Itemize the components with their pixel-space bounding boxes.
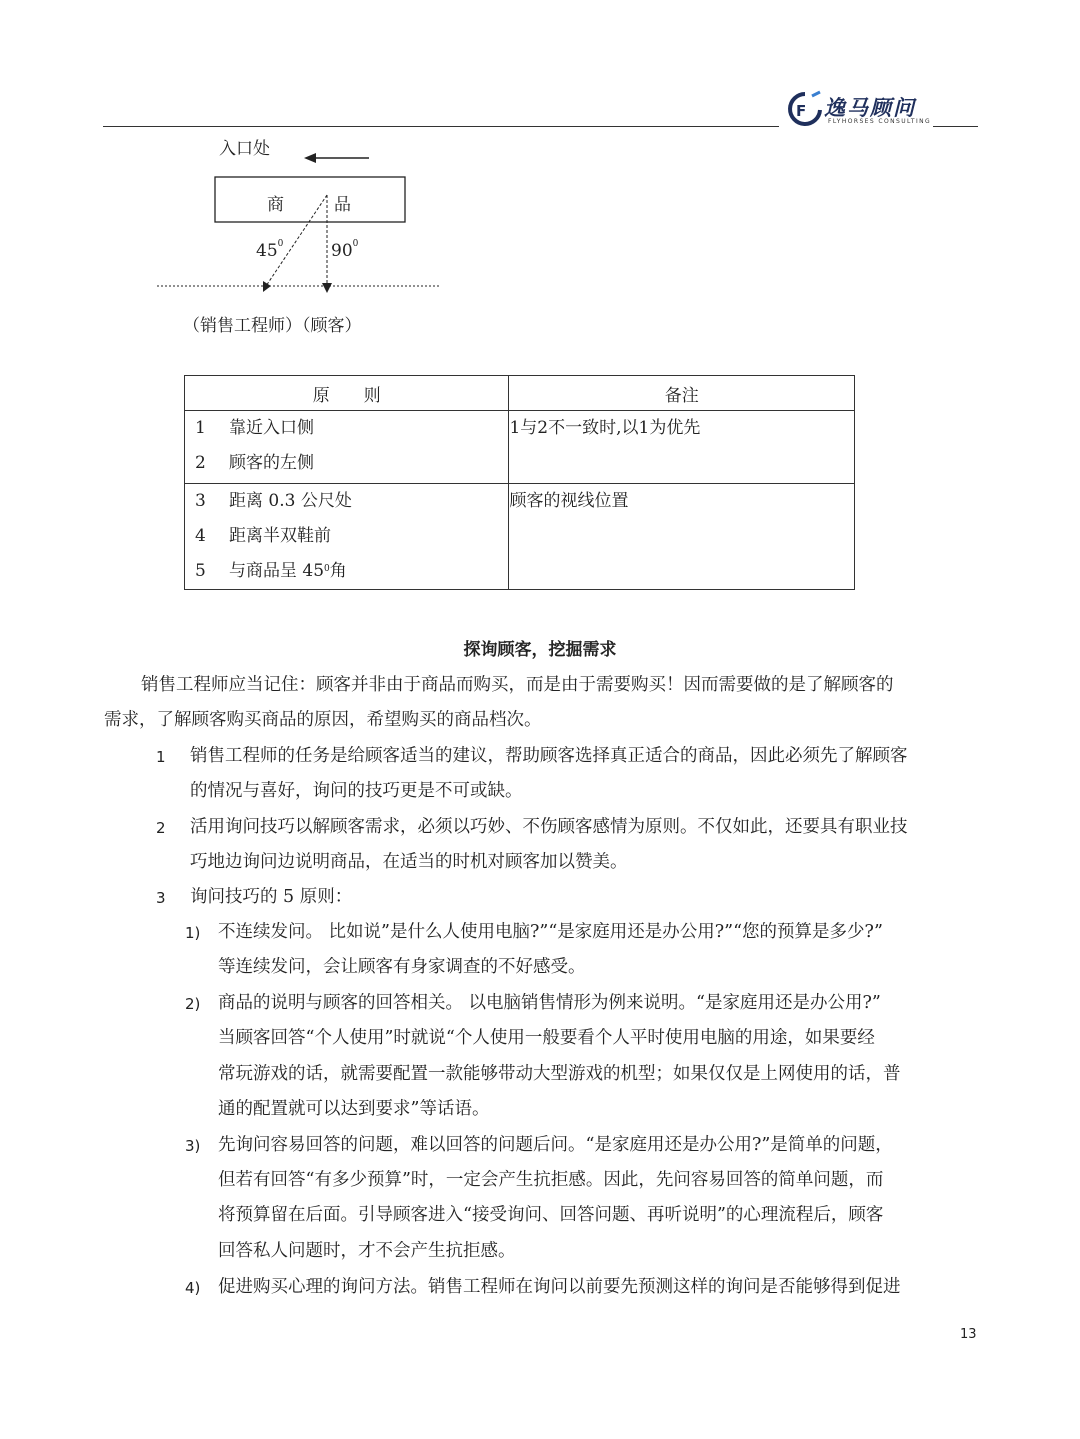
svg-text:F: F: [796, 102, 807, 120]
sub-3-line-3: 将预算留在后面。引导顾客进入“接受询问、回答问题、再听说明”的心理流程后，顾客: [218, 1205, 884, 1225]
intro-line-1: 销售工程师应当记住：顾客并非由于商品而购买，而是由于需要购买！因而需要做的是了解顾客的: [141, 675, 894, 695]
point-1-line-1: 销售工程师的任务是给顾客适当的建议，帮助顾客选择真正适合的商品，因此必须先了解顾客: [190, 746, 908, 766]
positioning-diagram: [0, 0, 1080, 350]
principle-cell: [185, 411, 509, 484]
sub-item-number: 1): [185, 924, 201, 942]
header-principle: 原 则: [185, 376, 509, 411]
diagram-caption: （销售工程师）（顾客）: [183, 316, 362, 336]
item-number: 2: [156, 819, 166, 837]
sub-4-line-1: 促进购买心理的询问方法。销售工程师在询问以前要先预测这样的询问是否能够得到促进: [218, 1277, 901, 1297]
principle-cell: [185, 484, 509, 590]
item-number: 3: [156, 889, 166, 907]
logo-chinese-name: 逸马顾问: [824, 96, 916, 120]
point-3-line-1: 询问技巧的 5 原则：: [190, 887, 353, 907]
table-row: [185, 484, 855, 590]
section-title: 探询顾客，挖掘需求: [463, 640, 617, 660]
sub-1-line-2: 等连续发问，会让顾客有身家调查的不好感受。: [218, 957, 586, 977]
rule-item: 1 靠近入口侧: [195, 418, 314, 438]
table-row: [185, 411, 855, 484]
angle-90-label: $90^0$: [331, 239, 359, 261]
header-remark: 备注: [509, 376, 855, 411]
rule-item: 3 距离 0.3 公尺处: [195, 491, 352, 511]
entrance-arrow-head: [304, 153, 316, 163]
intro-line-2: 需求，了解顾客购买商品的原因，希望购买的商品档次。: [104, 710, 542, 730]
item-number: 1: [156, 748, 166, 766]
sub-2-line-3: 常玩游戏的话，就需要配置一款能够带动大型游戏的机型；如果仅仅是上网使用的话，普: [218, 1064, 901, 1084]
point-2-line-2: 巧地边询问边说明商品，在适当的时机对顾客加以赞美。: [190, 852, 628, 872]
sub-item-number: 2): [185, 995, 201, 1013]
sub-2-line-1: 商品的说明与顾客的回答相关。 以电脑销售情形为例来说明。“是家庭用还是办公用?”: [218, 993, 881, 1013]
sub-item-number: 3): [185, 1137, 201, 1155]
goods-box: [215, 177, 405, 222]
remark-cell: 顾客的视线位置: [509, 484, 855, 590]
sub-item-number: 4): [185, 1279, 201, 1297]
sub-3-line-4: 回答私人问题时，才不会产生抗拒感。: [218, 1241, 516, 1261]
goods-label-right: 品: [334, 195, 351, 215]
sub-3-line-2: 但若有回答“有多少预算”时，一定会产生抗拒感。因此，先问容易回答的简单问题，而: [218, 1170, 884, 1190]
rule-item: 5 与商品呈 $45^0$角: [195, 561, 347, 581]
entrance-label: 入口处: [219, 139, 270, 159]
rule-item: 4 距离半双鞋前: [195, 526, 331, 546]
angle-45-label: $45^0$: [256, 239, 284, 261]
positioning-rules-table: [184, 375, 855, 590]
point-2-line-1: 活用询问技巧以解顾客需求，必须以巧妙、不伤顾客感情为原则。不仅如此，还要具有职业技: [190, 817, 908, 837]
sub-3-line-1: 先询问容易回答的问题，难以回答的问题后问。“是家庭用还是办公用?”是简单的问题，: [218, 1135, 893, 1155]
table-header-row: [185, 376, 855, 411]
sub-1-line-1: 不连续发问。 比如说”是什么人使用电脑?”“是家庭用还是办公用?”“您的预算是多少?”: [218, 922, 883, 942]
rule-item: 2 顾客的左侧: [195, 453, 314, 473]
page-number: 13: [960, 1327, 977, 1342]
diagram-lines: [0, 0, 1080, 350]
goods-label-left: 商: [267, 195, 284, 215]
remark-cell: 1与2不一致时,以1为优先: [509, 411, 855, 484]
sub-2-line-2: 当顾客回答“个人使用”时就说“个人使用一般要看个人平时使用电脑的用途，如果要经: [218, 1028, 875, 1048]
arrow-90-head: [322, 283, 332, 293]
sub-2-line-4: 通的配置就可以达到要求”等话语。: [218, 1099, 490, 1119]
logo-english-name: FLYHORSES CONSULTING: [828, 118, 932, 125]
point-1-line-2: 的情况与喜好，询问的技巧更是不可或缺。: [190, 781, 523, 801]
